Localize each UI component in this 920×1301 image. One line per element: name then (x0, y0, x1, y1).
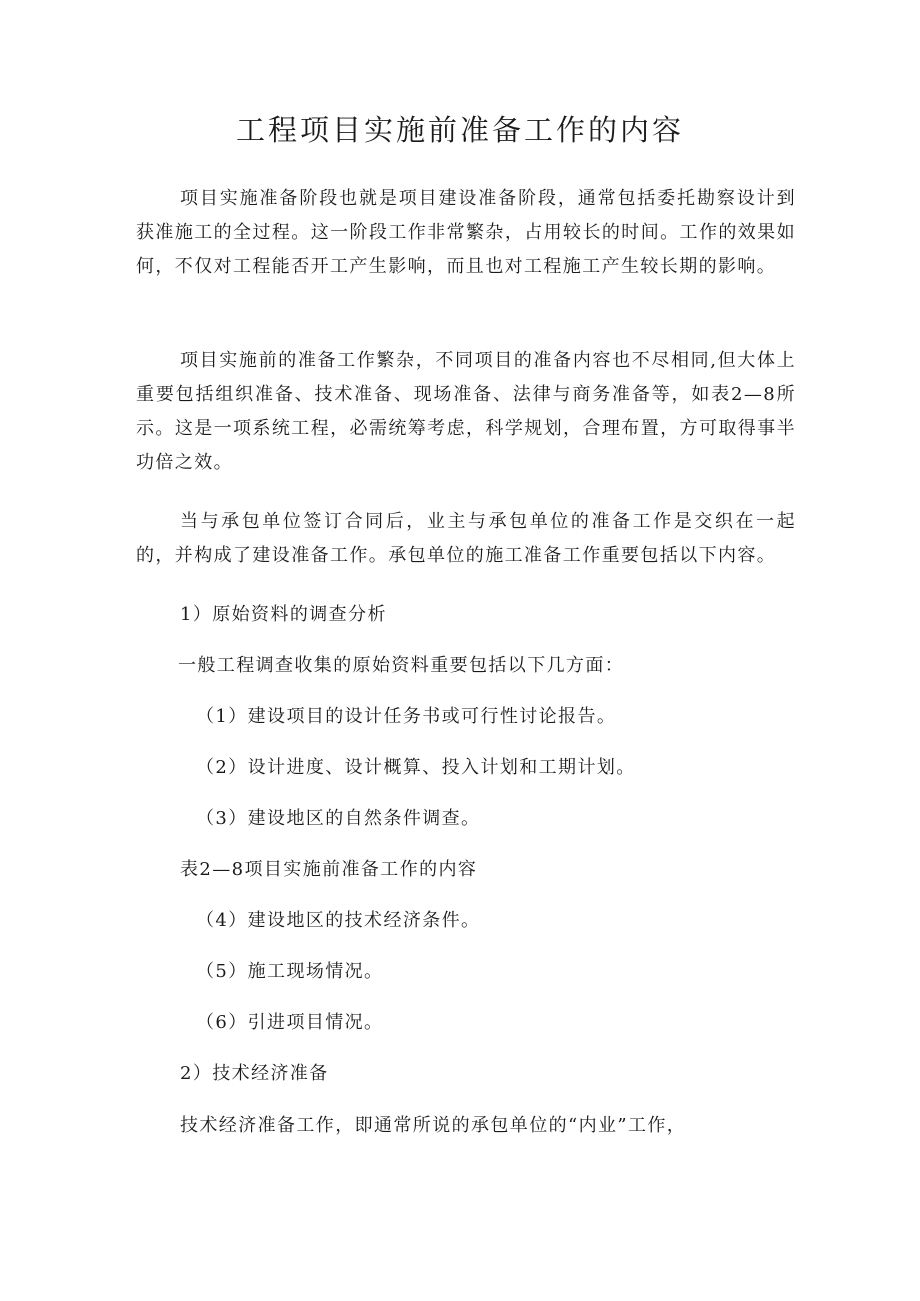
table-caption: 表2—8项目实施前准备工作的内容 (180, 859, 478, 880)
section-1-intro: 一般工程调查收集的原始资料重要包括以下几方面： (178, 655, 625, 676)
page-title: 工程项目实施前准备工作的内容 (235, 113, 684, 147)
list-item: （3）建设地区的自然条件调查。 (196, 808, 481, 829)
section-2-heading: 2）技术经济准备 (180, 1063, 329, 1084)
list-item: （1）建设项目的设计任务书或可行性讨论报告。 (196, 706, 617, 727)
list-item: （6）引进项目情况。 (196, 1012, 384, 1033)
section-2-text: 技术经济准备工作，即通常所说的承包单位的“内业”工作， (180, 1115, 687, 1136)
paragraph-3: 当与承包单位签订合同后，业主与承包单位的准备工作是交织在一起的，并构成了建设准备工作。承包单位的施工准备工作重要包括以下内容。 (136, 511, 796, 566)
paragraph-1: 项目实施准备阶段也就是项目建设准备阶段，通常包括委托勘察设计到获准施工的全过程。这一阶段工作非常繁杂，占用较长的时间。工作的效果如何，不仅对工程能否开工产生影响，而且也对工程施工产生较长期的影响。 (136, 188, 796, 277)
list-item: （4）建设地区的技术经济条件。 (196, 910, 481, 931)
list-item: （2）设计进度、设计概算、投入计划和工期计划。 (196, 757, 636, 778)
section-1-heading: 1）原始资料的调查分析 (180, 604, 387, 625)
list-item: （5）施工现场情况。 (196, 961, 384, 982)
paragraph-2: 项目实施前的准备工作繁杂，不同项目的准备内容也不尽相同,但大体上重要包括组织准备、技术准备、现场准备、法律与商务准备等，如表2—8所示。这是一项系统工程，必需统筹考虑，科学规划，合理布置，方可取得事半功倍之效。 (136, 350, 796, 473)
